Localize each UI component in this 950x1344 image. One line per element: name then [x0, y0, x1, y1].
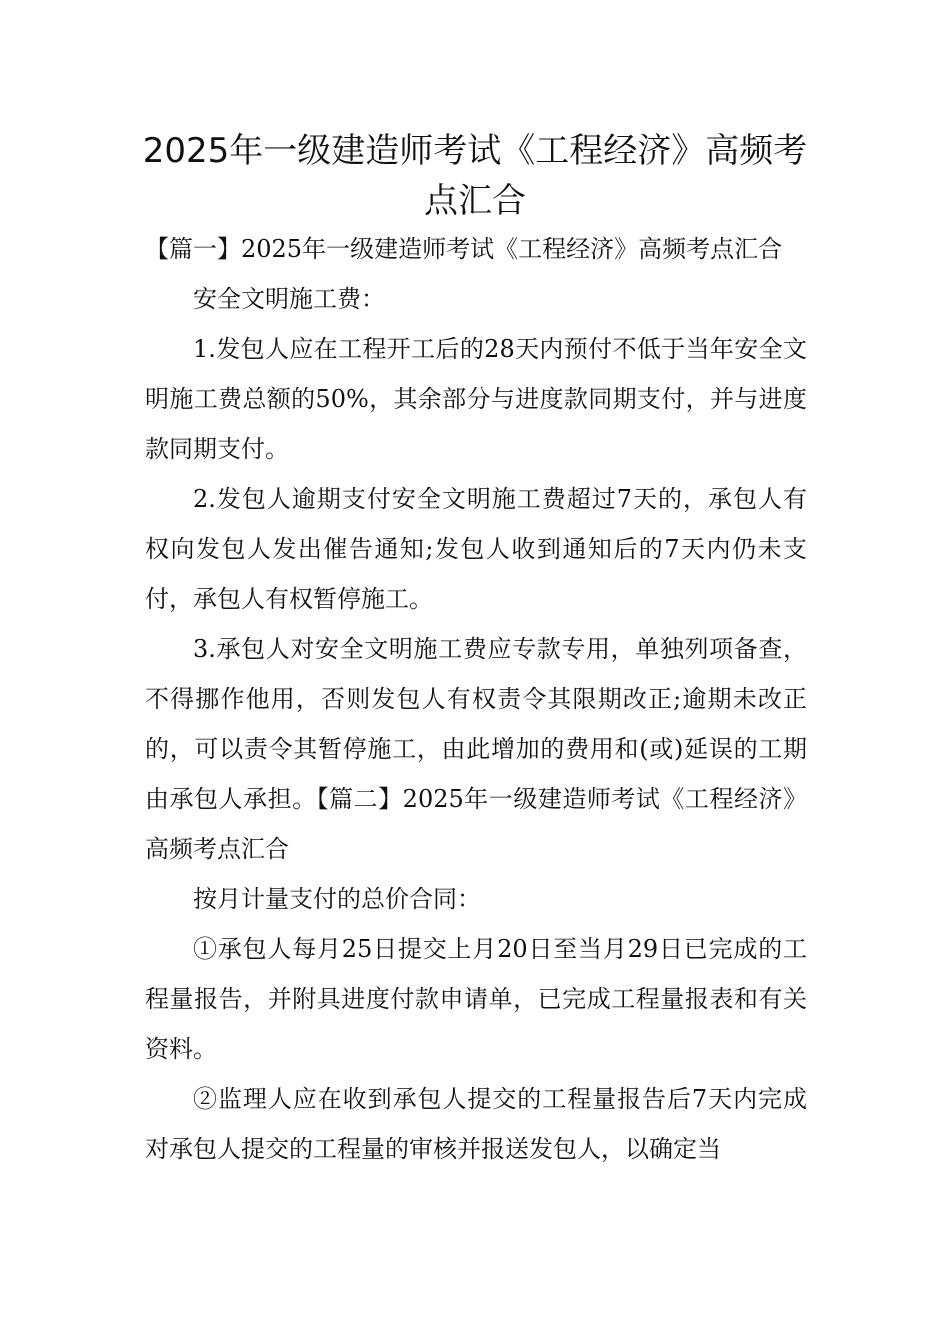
paragraph-safety-fee-heading: 安全文明施工费： [193, 285, 385, 313]
paragraph-part-one-heading: 【篇一】2025年一级建造师考试《工程经济》高频考点汇合 [145, 235, 783, 263]
paragraph-item-3: 3.承包人对安全文明施工费应专款专用，单独列项备查，不得挪作他用，否则发包人有权责令其限期改正;逾期未改正的，可以责令其暂停施工，由此增加的费用和(或)延误的工期由承包人承担。【篇二】2025年一级建造师考试《工程经济》高频考点汇合 [145, 635, 807, 863]
paragraph-circled-item-1: ①承包人每月25日提交上月20日至当月29日已完成的工程量报告，并附具进度付款申请单，已完成工程量报表和有关资料。 [145, 935, 807, 1063]
paragraph-item-2: 2.发包人逾期支付安全文明施工费超过7天的，承包人有权向发包人发出催告通知;发包人收到通知后的7天内仍未支付，承包人有权暂停施工。 [145, 485, 807, 613]
paragraph-item-1: 1.发包人应在工程开工后的28天内预付不低于当年安全文明施工费总额的50%，其余部分与进度款同期支付，并与进度款同期支付。 [145, 335, 807, 463]
document-title: 2025年一级建造师考试《工程经济》高频考点汇合 [142, 131, 808, 221]
document-body [145, 224, 807, 1174]
paragraph-circled-item-2: ②监理人应在收到承包人提交的工程量报告后7天内完成对承包人提交的工程量的审核并报送发包人，以确定当 [145, 1085, 807, 1163]
paragraph-monthly-payment-heading: 按月计量支付的总价合同： [193, 885, 481, 913]
